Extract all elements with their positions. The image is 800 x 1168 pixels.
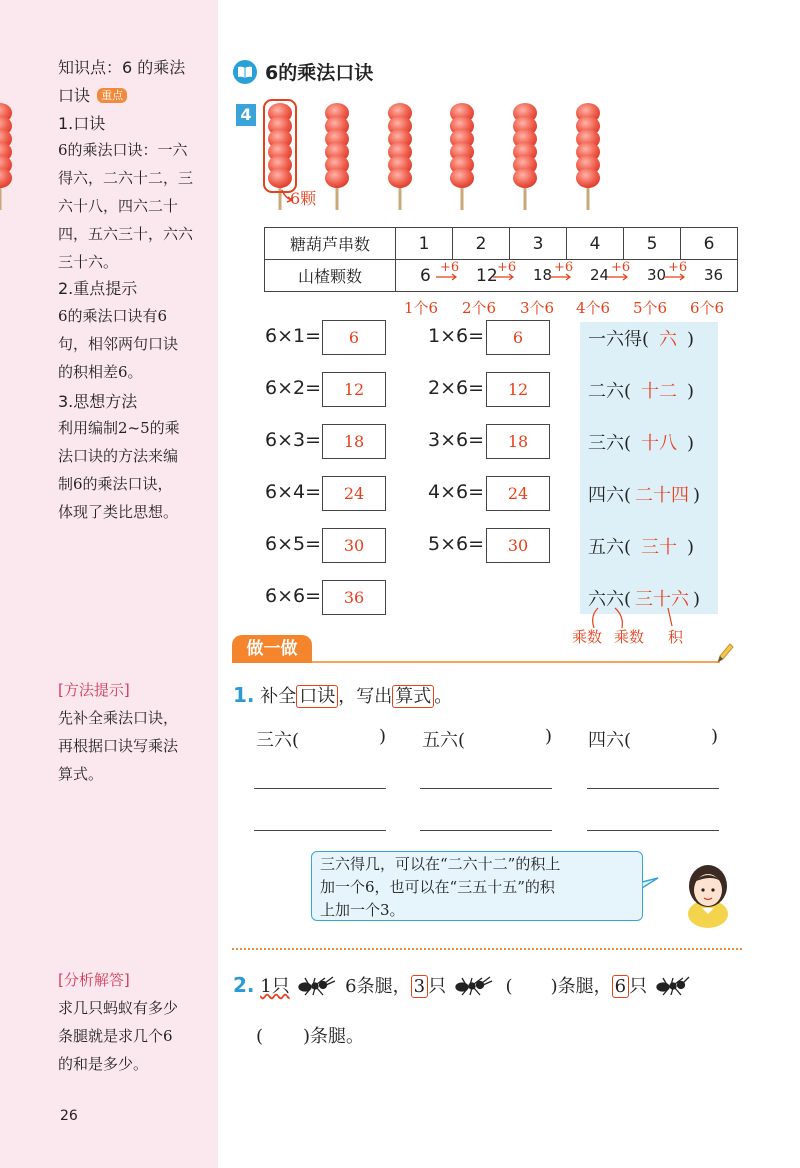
plus-six-label: +6 (440, 260, 460, 275)
method-tip: [方法提示] 先补全乘法口诀， 再根据口诀写乘法 算式。 (58, 681, 179, 783)
plus-arrows (396, 260, 738, 291)
haw-table (264, 227, 738, 292)
practice-banner: 做一做 (232, 635, 312, 663)
equation-left: 6×5= (265, 533, 322, 555)
banner-rule (312, 661, 720, 663)
group-label: 2个6 (462, 299, 497, 317)
haw-value: 12 (476, 266, 498, 286)
answer-box[interactable]: 24 (486, 476, 550, 511)
factor-label: 乘数 (572, 628, 603, 646)
exercise-2-prompt: 2. 1只 6条腿， 3 只 ( )条腿， 6 只 (233, 972, 693, 998)
key-point-badge: 重点 (97, 88, 127, 103)
equation-left: 6×2= (265, 377, 322, 399)
analysis-tip: [分析解答] 求几只蚂蚁有多少 条腿就是求几个6 的和是多少。 (58, 971, 179, 1073)
answer-box[interactable]: 30 (322, 528, 386, 563)
haw-value: 24 (590, 266, 610, 284)
equation-left: 6×1= (265, 325, 322, 347)
equation-left: 6×4= (265, 481, 322, 503)
rhyme-answer[interactable]: 三十六 (635, 589, 690, 610)
rhyme-line: 六六( 三十六 ) (588, 589, 701, 610)
girl-avatar (642, 862, 732, 932)
equation-right: 1×6= (428, 325, 485, 347)
answer-line[interactable] (587, 830, 719, 831)
skewer-count-label: 6颗 (290, 189, 317, 208)
equation-right: 5×6= (428, 533, 485, 555)
rhyme-line: 五六( 三十 ) (588, 537, 695, 558)
answer-box[interactable]: 6 (322, 320, 386, 355)
group-label: 1个6 (404, 299, 439, 317)
equation-right: 2×6= (428, 377, 485, 399)
rhyme-answer[interactable]: 十八 (641, 433, 678, 454)
haw-value: 36 (704, 266, 724, 284)
page-number: 26 (60, 1108, 78, 1124)
section-title-method: 3.思想方法 (58, 392, 138, 411)
answer-box[interactable]: 18 (486, 424, 550, 459)
exercise-2-continued: ( )条腿。 (256, 1026, 365, 1047)
rhyme-blank[interactable]: 四六( ) (588, 726, 718, 751)
table-header-haws: 山楂颗数 (265, 260, 396, 292)
table-cell: 1 (396, 228, 453, 260)
plus-six-label: +6 (554, 260, 574, 275)
rhyme-line: 三六( 十八 ) (588, 433, 695, 454)
rhyme-line: 二六( 十二 ) (588, 381, 695, 402)
group-label: 6个6 (690, 299, 725, 317)
answer-box[interactable]: 36 (322, 580, 386, 615)
rhyme-highlight (580, 322, 718, 614)
answer-line[interactable] (587, 788, 719, 789)
product-label: 积 (668, 628, 684, 646)
rhyme-blank[interactable]: 三六( ) (256, 726, 386, 751)
rhyme-line: 四六( 二十四 ) (588, 485, 701, 506)
answer-box[interactable]: 6 (486, 320, 550, 355)
ant-icon (653, 975, 693, 997)
knowledge-point-title: 知识点：6 的乘法 口诀 重点 (58, 58, 186, 105)
haw-value: 18 (533, 266, 553, 284)
exercise-1-prompt: 1. 补全 口诀 ，写出 算式 。 (233, 683, 453, 707)
section-title-key-hint: 2.重点提示 (58, 279, 138, 298)
table-header-skewers: 糖葫芦串数 (265, 228, 396, 260)
candied-haw-skewer (0, 103, 12, 210)
table-cell: 5 (624, 228, 681, 260)
table-cell: 2 (453, 228, 510, 260)
dotted-divider (232, 948, 742, 950)
equation-left: 6×6= (265, 585, 322, 607)
group-label: 5个6 (633, 299, 668, 317)
hint-bubble: 三六得几，可以在“二六十二”的积上 加一个6，也可以在“三五十五”的积 上加一个3。 (311, 851, 643, 921)
section-text-rhyme: 6的乘法口诀：一六 得六，二六十二，三 六十八，四六二十 四，五六三十，六六 三十六。 (58, 141, 194, 271)
section-text-method: 利用编制2~5的乘 法口诀的方法来编 制6的乘法口诀， 体现了类比思想。 (58, 419, 180, 521)
answer-box[interactable]: 30 (486, 528, 550, 563)
plus-six-label: +6 (668, 260, 688, 275)
plus-six-label: +6 (611, 260, 631, 275)
table-cell: 6 (681, 228, 738, 260)
table-cell: 3 (510, 228, 567, 260)
haw-value: 6 (420, 266, 431, 286)
pencil-icon (714, 642, 734, 664)
answer-line[interactable] (254, 788, 386, 789)
section-text-key-hint: 6的乘法口诀有6 句，相邻两句口诀 的积相差6。 (58, 307, 179, 381)
rhyme-answer[interactable]: 二十四 (635, 485, 690, 506)
ant-icon (295, 975, 339, 997)
section-title-rhyme: 1.口诀 (58, 114, 106, 133)
rhyme-line: 一六得( 六 ) (588, 329, 695, 350)
answer-line[interactable] (254, 830, 386, 831)
answer-box[interactable]: 18 (322, 424, 386, 459)
rhyme-answer[interactable]: 三十 (641, 537, 678, 558)
answer-line[interactable] (420, 788, 552, 789)
equation-right: 4×6= (428, 481, 485, 503)
rhyme-answer[interactable]: 十二 (641, 381, 678, 402)
table-cell: 4 (567, 228, 624, 260)
equation-right: 3×6= (428, 429, 485, 451)
answer-line[interactable] (420, 830, 552, 831)
plus-six-label: +6 (497, 260, 517, 275)
page-title: 6的乘法口诀 (233, 58, 373, 85)
rhyme-blank[interactable]: 五六( ) (422, 726, 552, 751)
answer-box[interactable]: 24 (322, 476, 386, 511)
group-label: 4个6 (576, 299, 611, 317)
group-label: 3个6 (520, 299, 555, 317)
answer-box[interactable]: 12 (486, 372, 550, 407)
factor-label: 乘数 (614, 628, 645, 646)
ant-icon (452, 975, 496, 997)
skewers-illustration (0, 0, 800, 230)
haw-value: 30 (647, 266, 667, 284)
example-number: 4 (236, 104, 256, 126)
haw-sequence (396, 260, 738, 292)
answer-box[interactable]: 12 (322, 372, 386, 407)
rhyme-answer[interactable]: 六 (659, 329, 678, 350)
equation-left: 6×3= (265, 429, 322, 451)
